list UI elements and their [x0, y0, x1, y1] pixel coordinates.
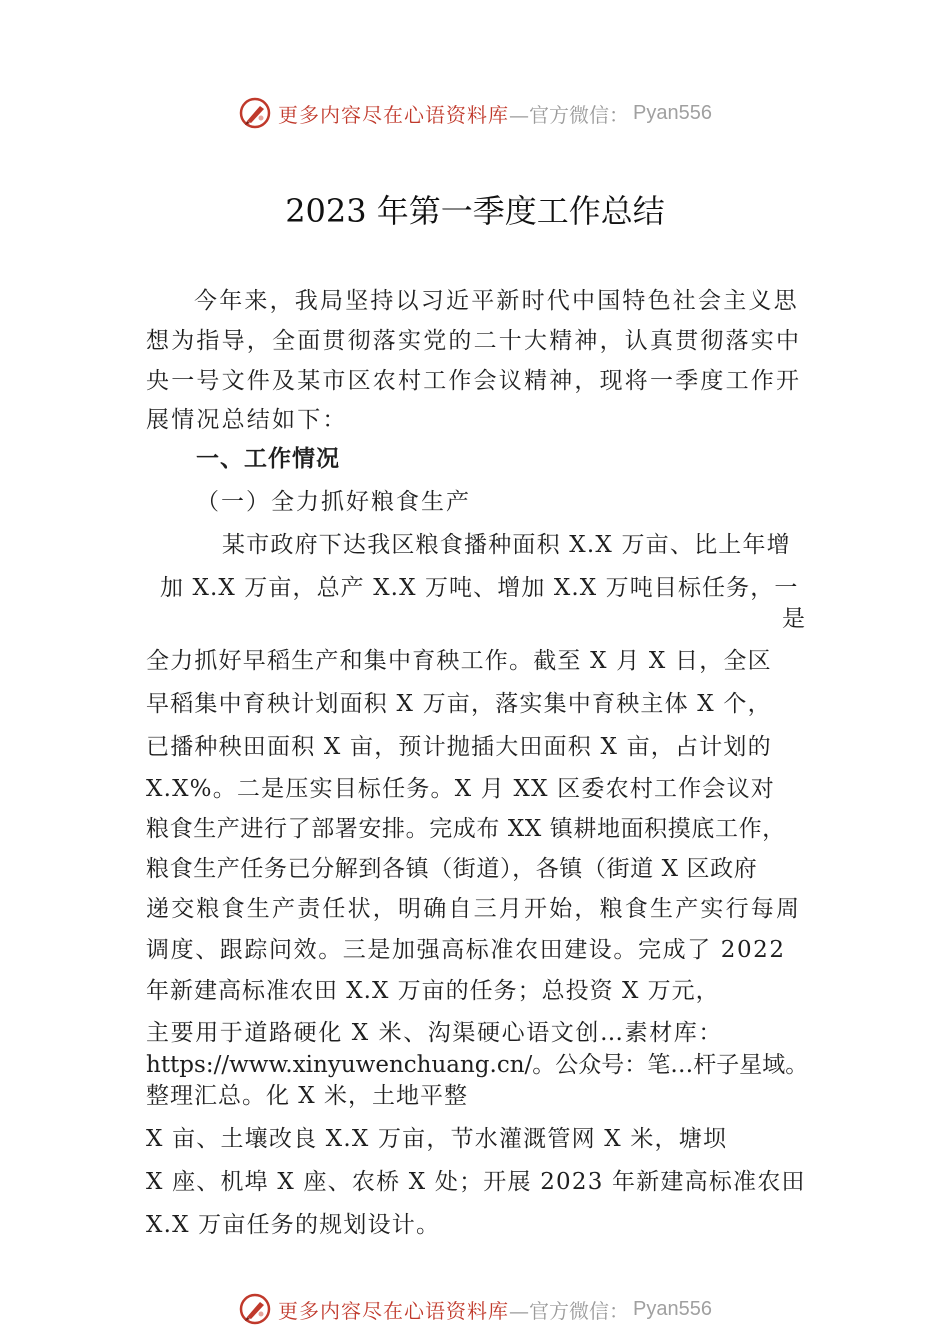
body-line: 今年来，我局坚持以习近平新时代中国特色社会主义思	[194, 288, 799, 314]
watermark-brand: 更多内容尽在心语资料库	[278, 1298, 509, 1323]
document-title: 2023 年第一季度工作总结	[285, 192, 665, 230]
body-line: 调度、跟踪问效。三是加强高标准农田建设。完成了 2022	[146, 937, 786, 963]
body-line: 年新建高标准农田 X.X 万亩的任务；总投资 X 万元，	[146, 978, 720, 1004]
body-line: 主要用于道路硬化 X 米、沟渠硬心语文创…素材库：	[146, 1020, 723, 1046]
body-line: X 座、机埠 X 座、农桥 X 处；开展 2023 年新建高标准农田	[146, 1169, 806, 1195]
footer-watermark	[0, 1288, 950, 1328]
body-line: 是	[782, 606, 805, 632]
body-line: 整理汇总。化 X 米，土地平整	[146, 1083, 468, 1109]
header-watermark	[0, 92, 950, 132]
body-line: X.X 万亩任务的规划设计。	[146, 1212, 441, 1238]
body-line: 早稻集中育秧计划面积 X 万亩，落实集中育秧主体 X 个，	[146, 691, 772, 717]
pen-logo-icon	[238, 96, 272, 130]
watermark-wechat-id: Pyan556	[633, 1297, 712, 1320]
body-line: X 亩、土壤改良 X.X 万亩，节水灌溉管网 X 米，塘坝	[146, 1126, 728, 1152]
body-line: 展情况总结如下：	[146, 407, 348, 433]
body-line: X.X%。二是压实目标任务。X 月 XX 区委农村工作会议对	[146, 776, 775, 802]
body-line: 粮食生产进行了部署安排。完成布 XX 镇耕地面积摸底工作，	[146, 816, 786, 842]
watermark-separator: —官方微信：	[509, 102, 629, 127]
section-heading: 一、工作情况	[196, 446, 340, 472]
body-line: https://www.xinyuwenchuang.cn/。公众号：笔…杆子星域。	[146, 1052, 809, 1078]
body-line: 想为指导，全面贯彻落实党的二十大精神，认真贯彻落实中	[146, 328, 802, 354]
watermark-wechat-id: Pyan556	[633, 101, 712, 124]
body-line: 已播种秧田面积 X 亩，预计抛插大田面积 X 亩，占计划的	[146, 734, 772, 760]
body-line: 全力抓好早稻生产和集中育秧工作。截至 X 月 X 日，全区	[146, 648, 772, 674]
subsection-heading: （一）全力抓好粮食生产	[196, 489, 471, 515]
body-line: 某市政府下达我区粮食播种面积 X.X 万亩、比上年增	[222, 532, 791, 558]
watermark-separator: —官方微信：	[509, 1298, 629, 1323]
body-line: 粮食生产任务已分解到各镇（街道），各镇（街道 X 区政府	[146, 856, 758, 882]
body-line: 加 X.X 万亩，总产 X.X 万吨、增加 X.X 万吨目标任务，一	[160, 575, 799, 601]
watermark-row	[238, 1292, 712, 1326]
body-line: 央一号文件及某市区农村工作会议精神，现将一季度工作开	[146, 368, 802, 394]
watermark-brand: 更多内容尽在心语资料库	[278, 102, 509, 127]
watermark-row	[238, 96, 712, 130]
pen-logo-icon	[238, 1292, 272, 1326]
body-line: 递交粮食生产责任状，明确自三月开始，粮食生产实行每周	[146, 896, 802, 922]
